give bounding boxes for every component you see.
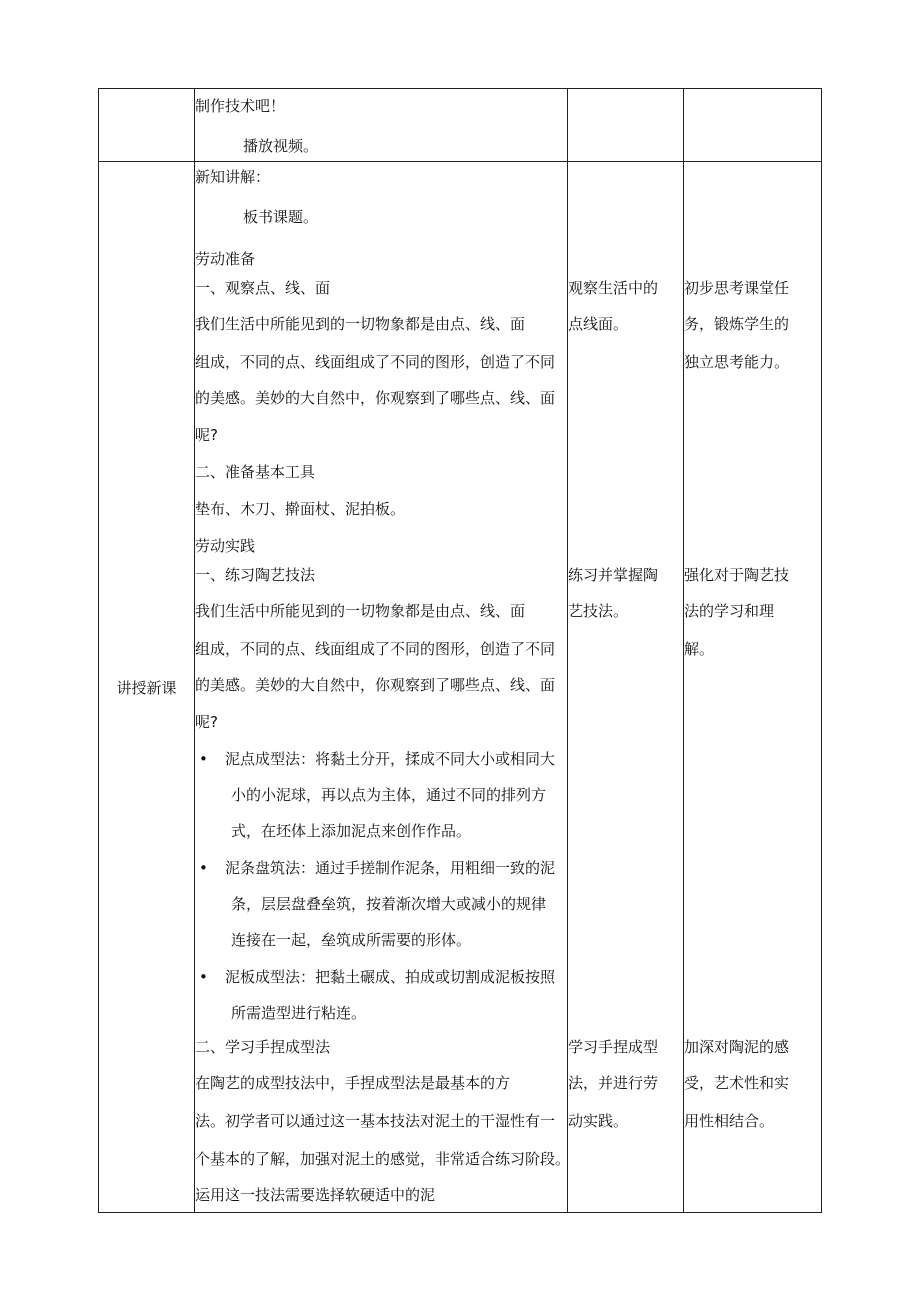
text-line: 二、学习手捏成型法 [195, 1038, 331, 1056]
text-line: 强化对于陶艺技 [684, 566, 790, 584]
table-row [99, 89, 822, 162]
text-line: 在陶艺的成型技法中，手捏成型法是最基本的方 [195, 1074, 511, 1092]
text-line: 呢? [195, 426, 218, 444]
text-line: 的美感。美妙的大自然中，你观察到了哪些点、线、面 [195, 676, 556, 694]
bullet-text: 连接在一起，垒筑成所需要的形体。 [231, 931, 472, 949]
text-line: 法的学习和理 [684, 602, 775, 620]
student-cell-empty [568, 89, 684, 162]
text-line: 垫布、木刀、擀面杖、泥拍板。 [195, 500, 406, 518]
bullet-text: 泥板成型法：把黏土碾成、拍成或切割成泥板按照 [225, 968, 556, 986]
text-line: 练习并掌握陶 [568, 566, 659, 584]
text-line: 加深对陶泥的感 [684, 1038, 790, 1056]
stage-label: 讲授新课 [99, 162, 195, 1213]
text-line: 点线面。 [568, 315, 629, 333]
text-line: 解。 [684, 640, 715, 658]
section-heading: 劳动准备 [195, 250, 256, 268]
text-line: 独立思考能力。 [684, 353, 790, 371]
bullet-text: 所需造型进行粘连。 [231, 1004, 367, 1022]
bullet-text: 条，层层盘叠垒筑，按着渐次增大或减小的规律 [231, 895, 547, 913]
bullet-text: 式，在坯体上添加泥点来创作作品。 [231, 822, 472, 840]
text-line: 动实践。 [568, 1112, 629, 1130]
bullet-icon: • [199, 968, 208, 986]
text-line: 板书课题。 [243, 208, 319, 226]
content-cell [195, 162, 571, 1213]
lesson-plan-table [98, 88, 822, 1213]
text-line: 务，锻炼学生的 [684, 315, 790, 333]
intent-cell-empty [684, 89, 822, 162]
text-line: 法。初学者可以通过这一基本技法对泥土的干湿性有一 [195, 1112, 556, 1130]
text-line: 一、观察点、线、面 [195, 279, 331, 297]
bullet-text: 泥点成型法：将黏土分开，揉成不同大小或相同大 [225, 750, 556, 768]
text-line: 学习手捏成型 [568, 1038, 659, 1056]
bullet-icon: • [199, 750, 208, 768]
text-line: 法，并进行劳 [568, 1074, 659, 1092]
text-line: 一、练习陶艺技法 [195, 566, 316, 584]
text-line: 艺技法。 [568, 602, 629, 620]
section-heading: 劳动实践 [195, 537, 256, 555]
text-line: 个基本的了解，加强对泥土的感觉，非常适合练习阶段。 [195, 1150, 571, 1168]
bullet-text: 小的小泥球，再以点为主体，通过不同的排列方 [231, 786, 547, 804]
text-line: 组成，不同的点、线面组成了不同的图形，创造了不同 [195, 353, 556, 371]
text-line: 播放视频。 [243, 137, 319, 155]
bullet-text: 泥条盘筑法：通过手搓制作泥条，用粗细一致的泥 [225, 859, 556, 877]
text-line: 初步思考课堂任 [684, 279, 790, 297]
text-line: 制作技术吧！ [195, 97, 286, 115]
design-intent-cell [684, 162, 822, 1213]
text-line: 观察生活中的 [568, 279, 659, 297]
text-line: 我们生活中所能见到的一切物象都是由点、线、面 [195, 315, 526, 333]
text-line: 新知讲解： [195, 168, 271, 186]
text-line: 组成，不同的点、线面组成了不同的图形，创造了不同 [195, 640, 556, 658]
content-cell [195, 89, 568, 162]
text-line: 二、准备基本工具 [195, 463, 316, 481]
bullet-icon: • [199, 859, 208, 877]
text-line: 呢? [195, 713, 218, 731]
text-line: 我们生活中所能见到的一切物象都是由点、线、面 [195, 602, 526, 620]
text-line: 的美感。美妙的大自然中，你观察到了哪些点、线、面 [195, 389, 556, 407]
table-row [99, 162, 822, 1213]
stage-cell-empty [99, 89, 195, 162]
student-activity-cell [568, 162, 684, 1213]
text-line: 用性相结合。 [684, 1112, 775, 1130]
text-line: 受，艺术性和实 [684, 1074, 790, 1092]
text-line: 运用这一技法需要选择软硬适中的泥 [195, 1186, 436, 1204]
